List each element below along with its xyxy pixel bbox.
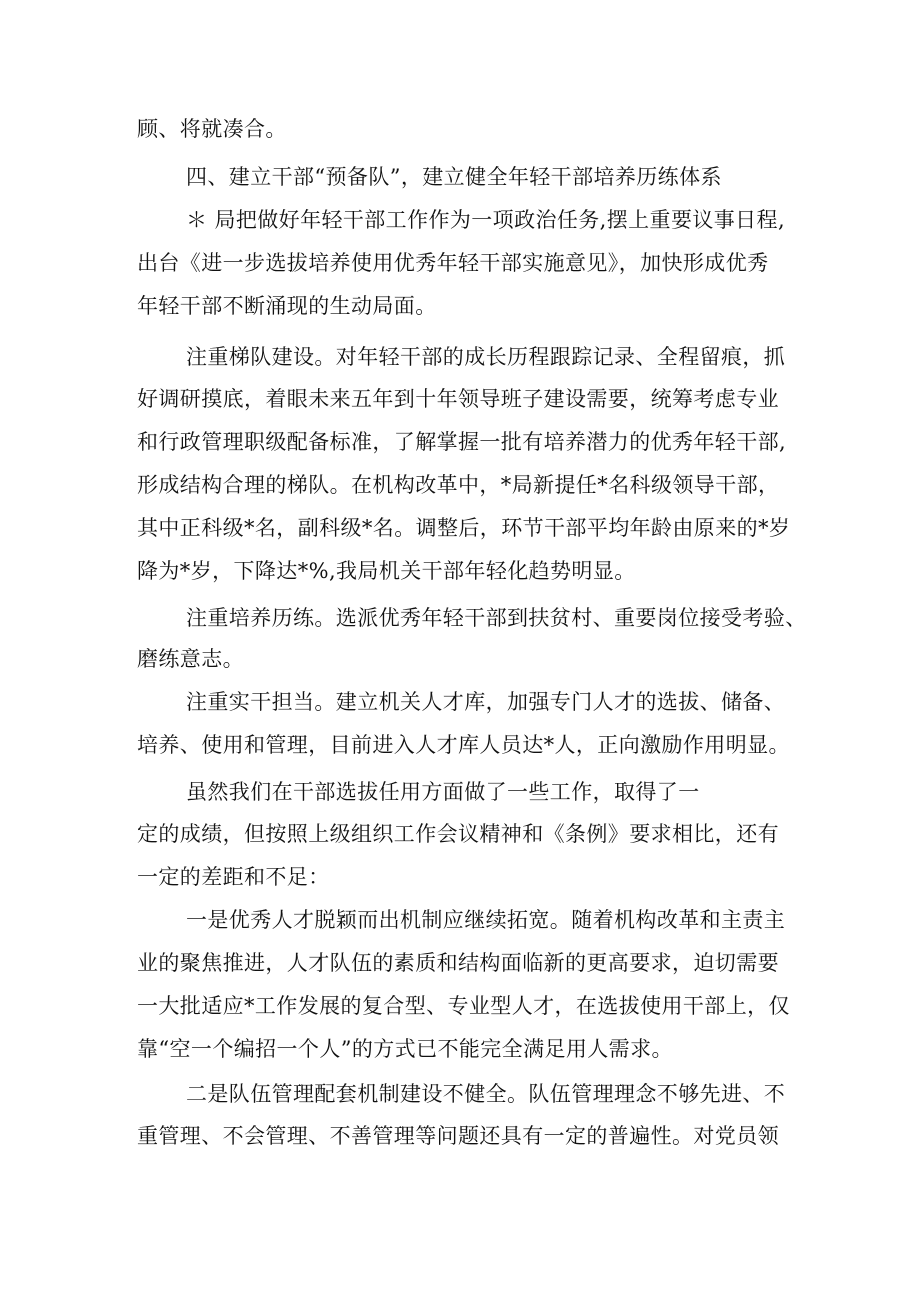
text-line: 注重实干担当。建立机关人才库，加强专门人才的选拔、储备、 xyxy=(186,690,786,714)
text-line: 年轻干部不断涌现的生动局面。 xyxy=(137,294,437,318)
text-line: 顾、将就凑合。 xyxy=(137,117,287,141)
text-line: 一定的差距和不足： xyxy=(137,865,330,889)
text-line: 靠“空一个编招一个人”的方式已不能完全满足用人需求。 xyxy=(137,1037,673,1061)
text-line: 一大批适应*工作发展的复合型、专业型人才，在选拔使用干部上，仅 xyxy=(137,994,790,1018)
text-line: 好调研摸底，着眼未来五年到十年领导班子建设需要，统筹考虑专业 xyxy=(137,387,779,411)
text-line: 重管理、不会管理、不善管理等问题还具有一定的普遍性。对党员领 xyxy=(137,1124,779,1148)
text-line: 出台《进一步选拔培养使用优秀年轻干部实施意见》，加快形成优秀 xyxy=(137,251,769,275)
text-line: 业的聚焦推进，人才队伍的素质和结构面临新的更高要求，迫切需要 xyxy=(137,951,779,975)
text-line: 注重梯队建设。对年轻干部的成长历程跟踪记录、全程留痕，抓 xyxy=(186,345,786,369)
text-line: 形成结构合理的梯队。在机构改革中，*局新提任*名科级领导干部， xyxy=(137,473,780,497)
text-line: 培养、使用和管理，目前进入人才库人员达*人，正向激励作用明显。 xyxy=(137,733,790,757)
text-line: 其中正科级*名，副科级*名。调整后，环节干部平均年龄由原来的*岁 xyxy=(137,516,791,540)
text-line: 降为*岁，下降达*%,我局机关干部年轻化趋势明显。 xyxy=(137,559,636,583)
text-line: 注重培养历练。选派优秀年轻干部到扶贫村、重要岗位接受考验、 xyxy=(186,606,807,630)
text-line: 虽然我们在干部选拔任用方面做了一些工作，取得了一 xyxy=(186,780,700,804)
text-line: ＊ 局把做好年轻干部工作作为一项政治任务,摆上重要议事日程, xyxy=(186,208,786,232)
text-line: 一是优秀人才脱颖而出机制应继续拓宽。随着机构改革和主责主 xyxy=(186,908,786,932)
section-heading: 四、建立干部“预备队”，建立健全年轻干部培养历练体系 xyxy=(186,165,722,189)
text-line: 磨练意志。 xyxy=(137,647,244,671)
text-line: 和行政管理职级配备标准，了解掌握一批有培养潜力的优秀年轻干部, xyxy=(137,430,787,454)
text-line: 定的成绩，但按照上级组织工作会议精神和《条例》要求相比，还有 xyxy=(137,822,779,846)
text-line: 二是队伍管理配套机制建设不健全。队伍管理理念不够先进、不 xyxy=(186,1082,786,1106)
